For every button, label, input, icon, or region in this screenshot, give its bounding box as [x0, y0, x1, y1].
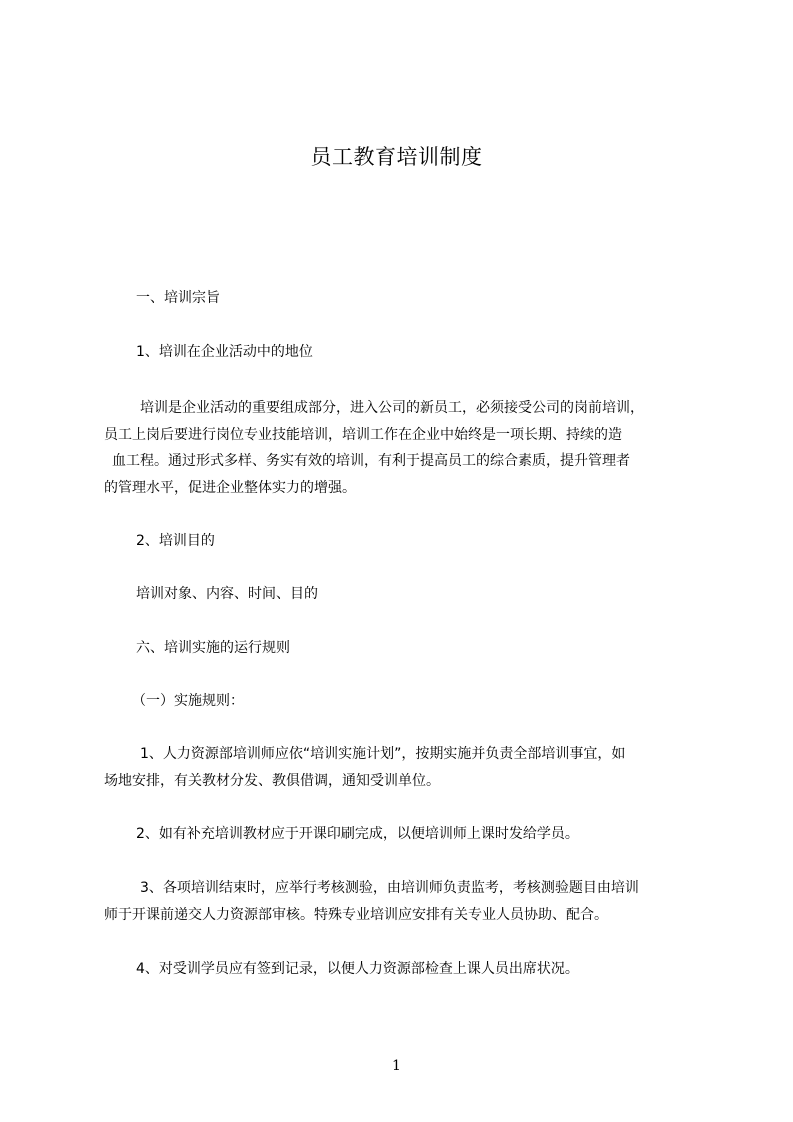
page-number: 1	[392, 1058, 401, 1074]
rule-line: 师于开课前递交人力资源部审核。特殊专业培训应安排有关专业人员协助、配合。	[104, 906, 608, 923]
rule-line: 场地安排，有关教材分发、教俱借调，通知受训单位。	[104, 772, 440, 789]
subsection-heading-training-goal: 2、培训目的	[136, 533, 215, 549]
paragraph-training-position	[104, 395, 704, 501]
section-heading-operating-rules: 六、培训实施的运行规则	[136, 640, 290, 656]
paragraph-line: 血工程。通过形式多样、务实有效的培训，有利于提高员工的综合素质，提升管理者	[112, 453, 630, 469]
rule-1	[104, 741, 704, 794]
rule-4: 4、对受训学员应有签到记录，以便人力资源部检查上课人员出席状况。	[136, 961, 579, 977]
rule-2: 2、如有补充培训教材应于开课印刷完成，以便培训师上课时发给学员。	[136, 826, 579, 842]
subsection-heading-implementation-rules: （一）实施规则：	[132, 693, 244, 709]
training-items-text: 培训对象、内容、时间、目的	[136, 586, 318, 602]
rule-line: 3、各项培训结束时，应举行考核测验，由培训师负责监考，考核测验题目由培训	[140, 880, 639, 896]
paragraph-line: 的管理水平，促进企业整体实力的增强。	[104, 479, 356, 496]
rule-line: 1、人力资源部培训师应依“培训实施计划”，按期实施并负责全部培训事宜，如	[140, 746, 626, 762]
subsection-heading-training-position: 1、培训在企业活动中的地位	[136, 344, 313, 360]
paragraph-line: 员工上岗后要进行岗位专业技能培训，培训工作在企业中始终是一项长期、持续的造	[104, 426, 622, 443]
paragraph-line: 培训是企业活动的重要组成部分，进入公司的新员工，必须接受公司的岗前培训，	[140, 400, 644, 416]
document-title: 员工教育培训制度	[310, 145, 483, 169]
rule-3	[104, 875, 704, 928]
section-heading-training-purpose: 一、培训宗旨	[136, 290, 220, 306]
